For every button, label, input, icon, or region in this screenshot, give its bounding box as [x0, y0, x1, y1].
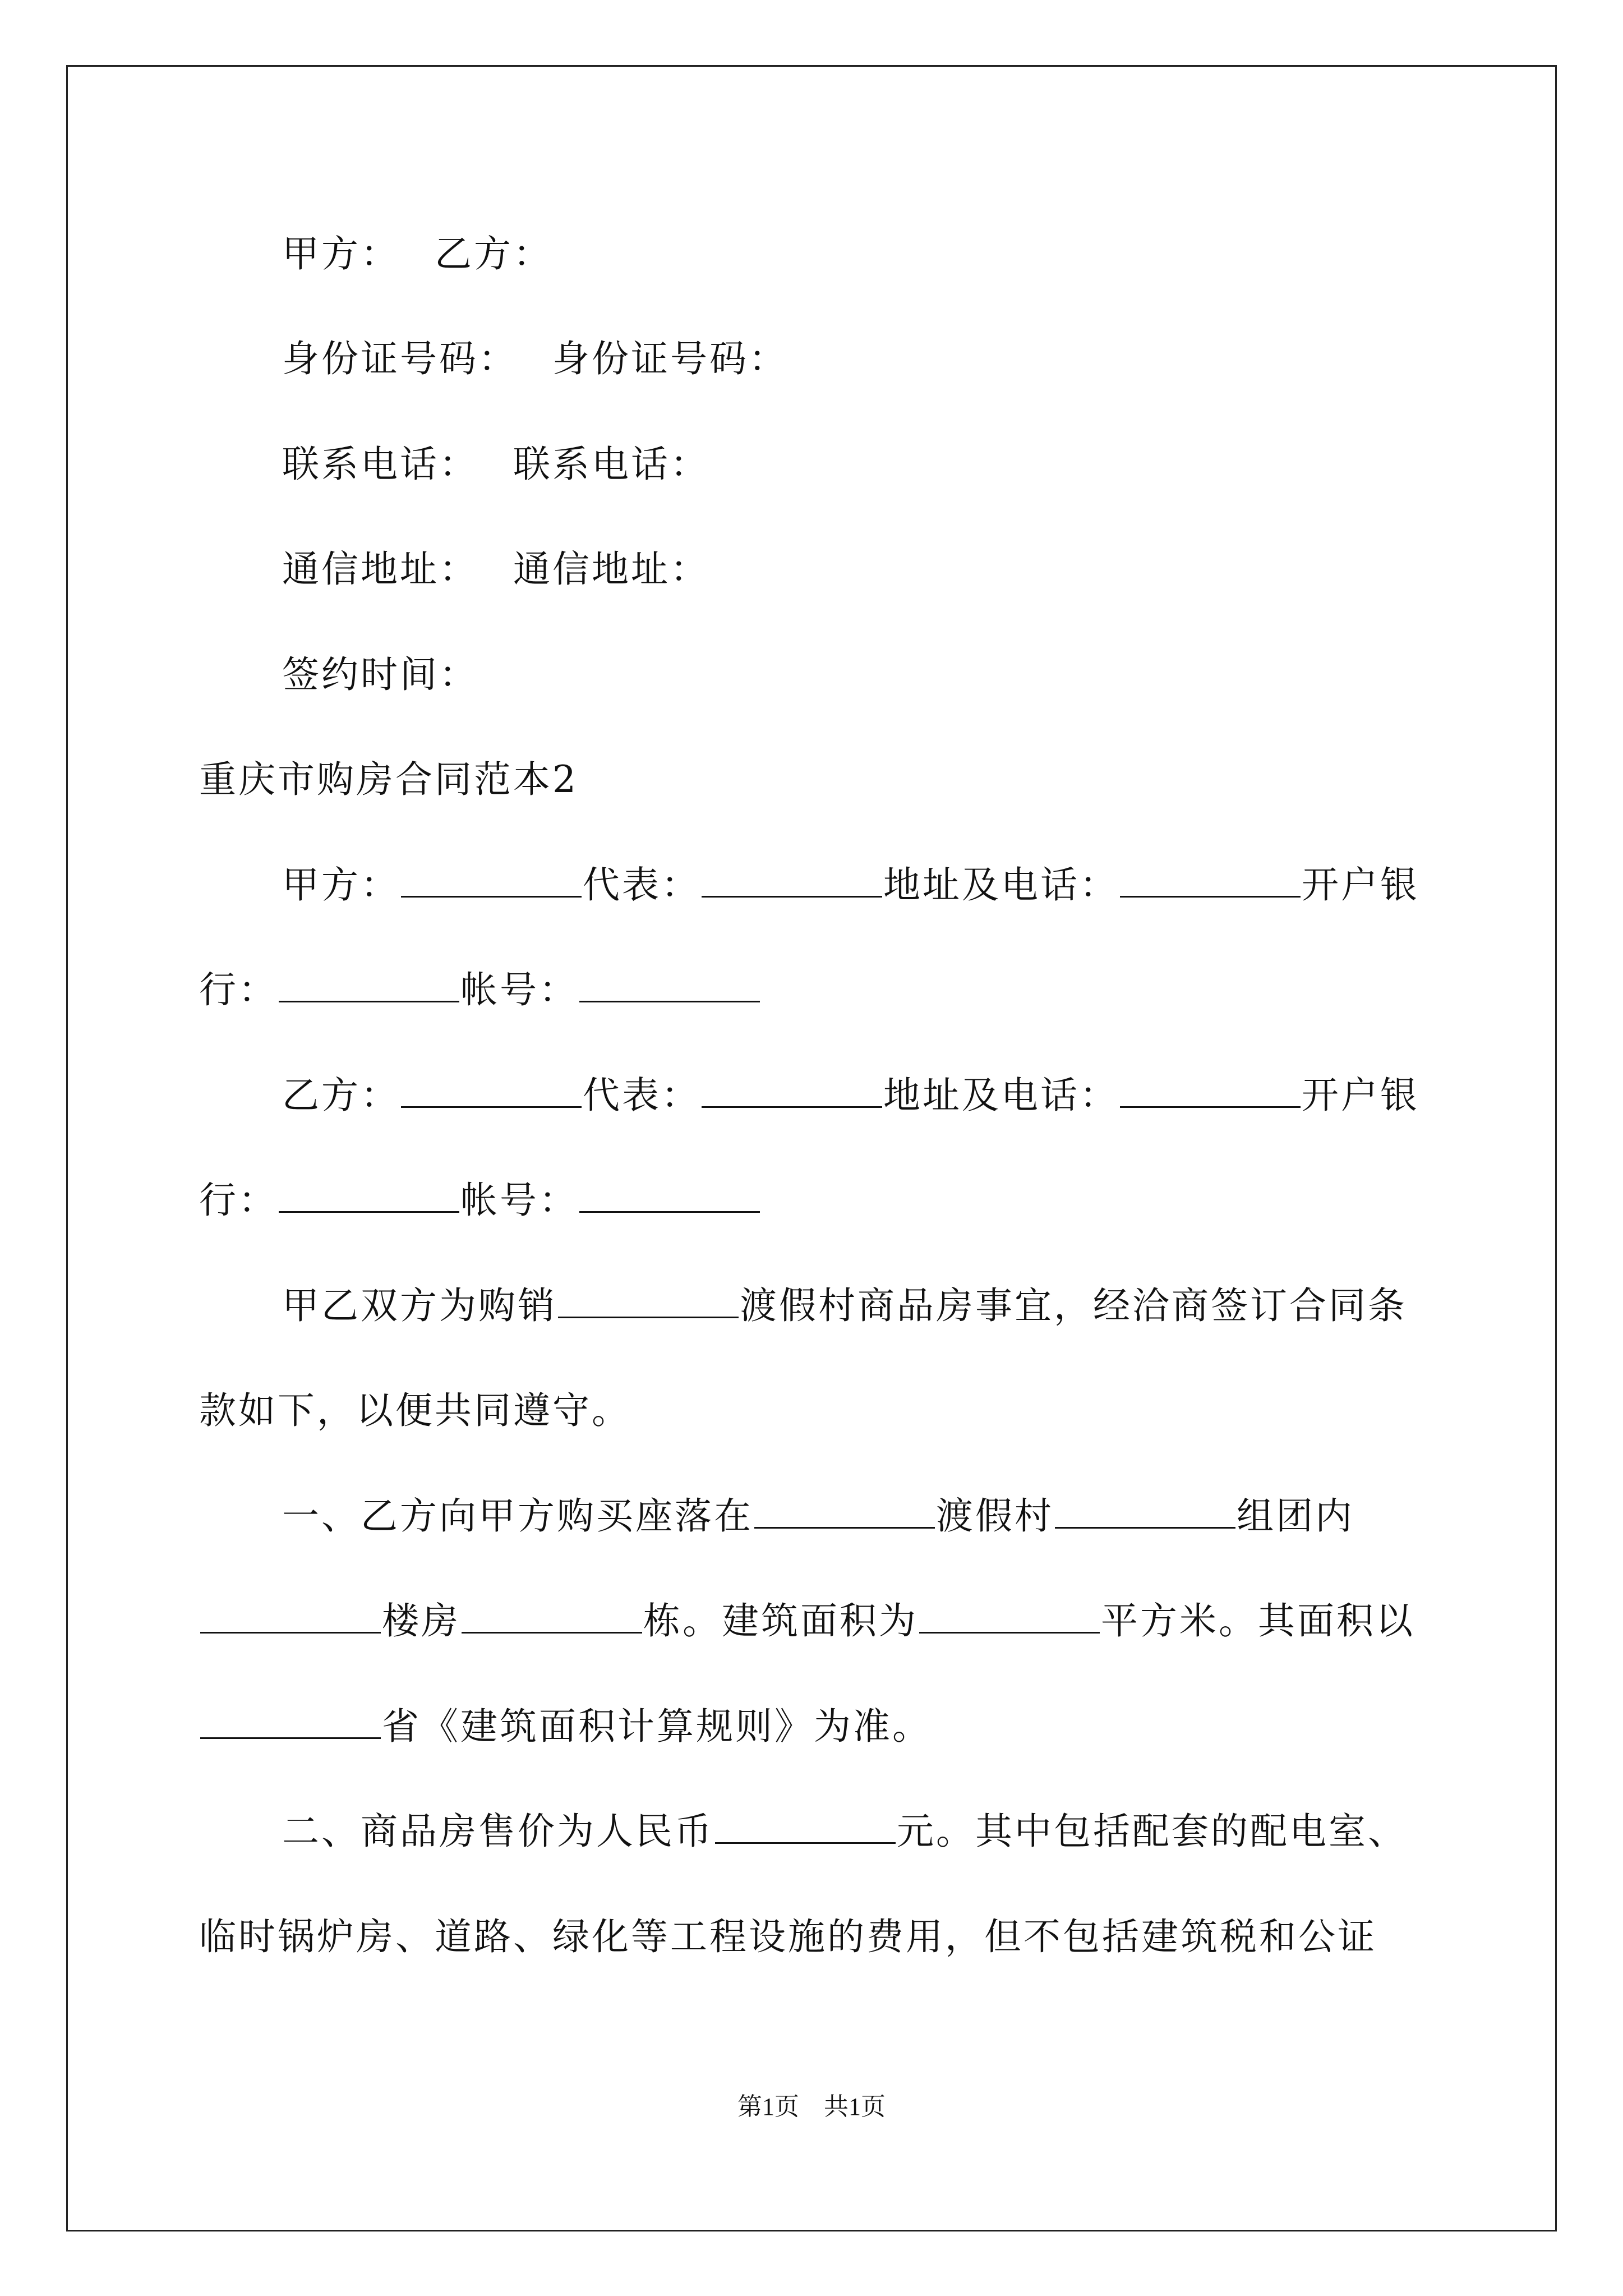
intro-line-1	[282, 1284, 1407, 1327]
party-a-account-blank	[579, 972, 760, 1002]
phone-line: 联系电话： 联系电话：	[282, 443, 709, 486]
party-line: 甲方： 乙方：	[282, 232, 552, 275]
party-b-bank-label: 开户银	[1302, 1074, 1419, 1117]
clause1-text-2: 渡假村	[936, 1494, 1054, 1538]
party-a-address-blank	[1120, 867, 1301, 898]
clause1-province-blank	[200, 1708, 381, 1739]
clause1-line-1	[282, 1494, 1354, 1538]
clause1-text-1: 一、乙方向甲方购买座落在	[282, 1494, 753, 1538]
party-b-bank-label-cont: 行：	[199, 1179, 278, 1222]
party-a-bank-label: 开户银	[1302, 863, 1419, 907]
party-b-rep-blank	[702, 1077, 882, 1108]
party-a-bank-blank	[279, 972, 459, 1002]
clause2-text-2: 元。其中包括配套的配电室、	[897, 1810, 1407, 1853]
party-b-bank-blank	[279, 1182, 459, 1213]
clause1-text-4: 楼房	[382, 1599, 460, 1642]
party-b-line-2	[199, 1179, 761, 1222]
party-b-address-blank	[1120, 1077, 1301, 1108]
party-a-rep-blank	[702, 867, 882, 898]
intro-line-2: 款如下，以便共同遵守。	[199, 1389, 631, 1432]
clause1-line-2	[199, 1599, 1415, 1642]
party-a-bank-label-cont: 行：	[199, 968, 278, 1011]
party-a-line-1	[282, 863, 1419, 907]
party-a-account-label: 帐号：	[460, 968, 578, 1011]
clause2-line-1	[282, 1810, 1407, 1853]
clause1-text-5: 栋。建筑面积为	[643, 1599, 918, 1642]
clause1-text-6: 平方米。其面积以	[1101, 1599, 1415, 1642]
clause1-text-3: 组团内	[1237, 1494, 1354, 1538]
clause1-location-blank	[754, 1498, 935, 1529]
clause2-line-2: 临时锅炉房、道路、绿化等工程设施的费用，但不包括建筑税和公证	[199, 1915, 1377, 1958]
clause1-area-blank	[919, 1603, 1100, 1634]
clause1-line-3	[199, 1705, 932, 1748]
party-b-blank	[401, 1077, 582, 1108]
party-b-line-1	[282, 1074, 1419, 1117]
party-a-blank	[401, 867, 582, 898]
clause1-village-blank	[1055, 1498, 1235, 1529]
clause2-text-1: 二、商品房售价为人民币	[282, 1810, 714, 1853]
page-frame	[66, 65, 1557, 2231]
party-b-account-label: 帐号：	[460, 1179, 578, 1222]
sign-time-line: 签约时间：	[282, 653, 478, 696]
clause2-price-blank	[715, 1813, 896, 1844]
intro-text-2: 渡假村商品房事宜，经洽商签订合同条	[740, 1284, 1407, 1327]
party-a-address-label: 地址及电话：	[883, 863, 1119, 907]
party-a-rep-label: 代表：	[583, 863, 700, 907]
document-title: 重庆市购房合同范本2	[199, 758, 578, 801]
party-b-label: 乙方：	[282, 1074, 400, 1117]
party-b-account-blank	[579, 1182, 760, 1213]
intro-text-1: 甲乙双方为购销	[282, 1284, 557, 1327]
clause1-text-7: 省《建筑面积计算规则》为准。	[382, 1705, 932, 1748]
address-line: 通信地址： 通信地址：	[282, 547, 709, 591]
clause1-building-blank	[462, 1603, 642, 1634]
party-b-rep-label: 代表：	[583, 1074, 700, 1117]
party-a-line-2	[199, 968, 761, 1011]
clause1-group-blank	[200, 1603, 381, 1634]
id-number-line: 身份证号码： 身份证号码：	[282, 337, 788, 380]
intro-blank	[558, 1287, 739, 1318]
party-b-address-label: 地址及电话：	[883, 1074, 1119, 1117]
party-a-label: 甲方：	[282, 863, 400, 907]
page-footer: 第1页 共1页	[737, 2093, 886, 2120]
